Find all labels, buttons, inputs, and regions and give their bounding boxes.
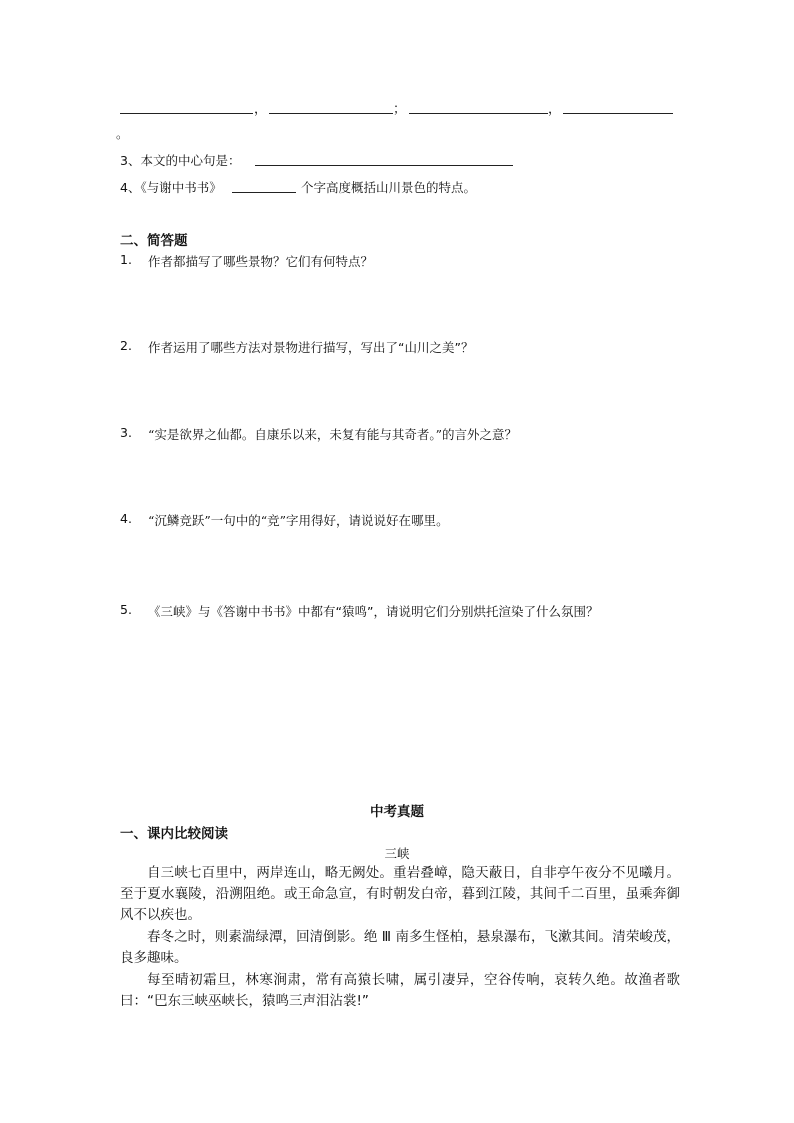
separator-1: ， — [254, 102, 268, 117]
passage-paragraph-3: 每至晴初霜旦，林寒涧肃，常有高猿长啸，属引凄异，空谷传响，哀转久绝。故渔者歌曰：“巴东三峡巫峡长，猿鸣三声泪沾裳!” — [120, 972, 680, 1009]
question-4-number: 4. — [120, 511, 132, 526]
blank-1[interactable] — [120, 113, 253, 114]
row-end-period: 。 — [116, 126, 129, 141]
blank-2[interactable] — [269, 113, 393, 114]
exam-title: 中考真题 — [370, 804, 424, 820]
question-4-text: “沉鳞竞跃”一句中的“竞”字用得好，请说说好在哪里。 — [148, 513, 449, 528]
q4-suffix: 个字高度概括山川景色的特点。 — [301, 180, 477, 195]
question-5-text: 《三峡》与《答谢中书书》中都有“猿鸣”，请说明它们分别烘托渲染了什么氛围？ — [148, 604, 599, 619]
question-3-text: “实是欲界之仙都。自康乐以来，未复有能与其奇者。”的言外之意？ — [148, 427, 518, 442]
separator-3: ， — [548, 102, 562, 117]
passage-paragraph-1: 自三峡七百里中，两岸连山，略无阙处。重岩叠嶂，隐天蔽日，自非亭午夜分不见曦月。至于夏水襄陵，沿溯阻绝。或王命急宣，有时朝发白帝，暮到江陵，其间千二百里，虽乘奔御风不以疾也。 — [120, 865, 680, 923]
blank-3[interactable] — [409, 113, 548, 114]
q4-prefix: 4、《与谢中书书》 — [120, 180, 222, 195]
q3-label: 3、本文的中心句是： — [120, 153, 241, 168]
exam-section-heading: 一、课内比较阅读 — [120, 826, 228, 842]
passage-paragraph-2: 春冬之时，则素湍绿潭，回清倒影。绝 Ⅲ 南多生怪柏，悬泉瀑布，飞漱其间。清荣峻茂，良多趣味。 — [120, 929, 680, 966]
question-5-number: 5. — [120, 602, 132, 617]
question-3-number: 3. — [120, 425, 132, 440]
question-1-number: 1. — [120, 252, 132, 267]
blank-4[interactable] — [563, 113, 673, 114]
passage-title: 三峡 — [384, 846, 410, 861]
q3-blank[interactable] — [255, 165, 513, 166]
question-2-text: 作者运用了哪些方法对景物进行描写，写出了“山川之美”？ — [148, 340, 474, 355]
question-1-text: 作者都描写了哪些景物？它们有何特点？ — [148, 254, 374, 269]
q4-blank[interactable] — [232, 192, 296, 193]
question-2-number: 2. — [120, 338, 132, 353]
separator-2: ； — [393, 102, 407, 117]
section-heading-short-answer: 二、简答题 — [120, 233, 188, 249]
